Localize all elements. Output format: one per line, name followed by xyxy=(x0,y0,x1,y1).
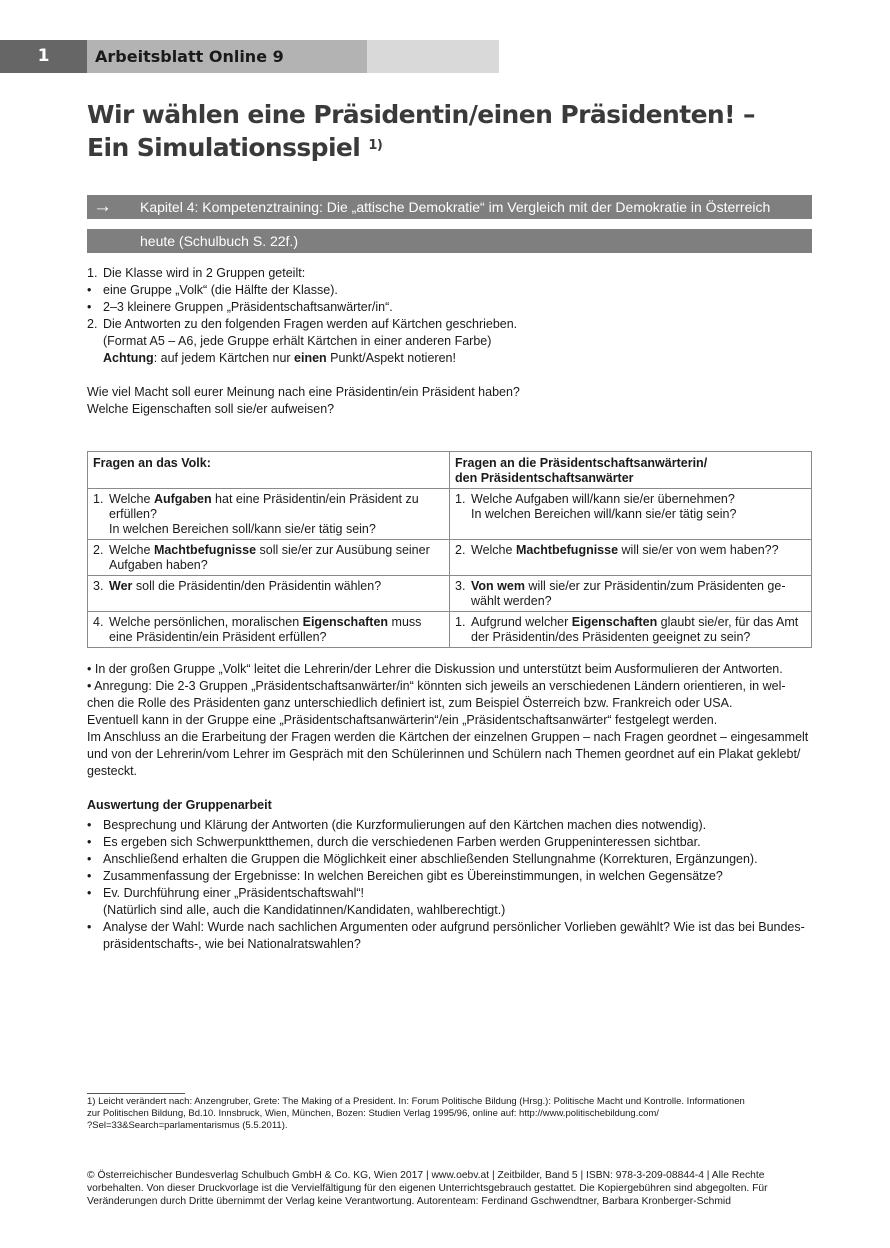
worksheet-number: 1 xyxy=(0,40,87,73)
chapter-text-line-2: heute (Schulbuch S. 22f.) xyxy=(140,233,298,249)
method-notes: • In der großen Gruppe „Volk“ leitet die Lehrerin/der Lehrer die Diskussion und unterstützt beim Ausformulieren der Antworten. • Anregung: Die 2-3 Gruppen „Präsidentschaftsanwärter/in“ könnten sich jeweils an verschiedenen Ländern orientieren, in wel- chen die Rolle des Präsidenten ganz unterschiedlich definiert ist, zum Beispiel Österreich bzw. Frankreich oder USA. Eventuell kann in der Gruppe eine „Präsidentschaftsanwärterin“/ein „Präsidentschaftsanwärter“ festgelegt werden. Im Anschluss an die Erarbeitung der Fragen werden die Kärtchen der einzelnen Gruppen – nach Fragen geordnet – eingesammelt und von der Lehrerin/vom Lehrer im Gespräch mit den Schülerinnen und Schülern nach Themen geordnet auf ein Plakat geklebt/ gesteckt. xyxy=(87,662,809,778)
chapter-text-line-1: Kapitel 4: Kompetenztraining: Die „attische Demokratie“ im Vergleich mit der Demokratie in Österreich xyxy=(140,199,771,215)
question-power: Wie viel Macht soll eurer Meinung nach eine Präsidentin/ein Präsident haben? xyxy=(87,385,520,399)
chapter-band-2 xyxy=(87,229,812,253)
table-row: 4. Welche persönlichen, moralischen Eigenschaften muss eine Präsidentin/ein Präsident erfüllen? 1. Aufgrund welcher Eigenschaften glaubt sie/er, für das Amt der Präsidentin/des Präsidenten geeignet zu sein? xyxy=(88,612,812,648)
question-qualities: Welche Eigenschaften soll sie/er aufweisen? xyxy=(87,402,335,416)
evaluation-section: Auswertung der Gruppenarbeit • Besprechung und Klärung der Antworten (die Kurzformulierungen auf den Kärtchen machen dies notwendig). • Es ergeben sich Schwerpunktthemen, durch die verschiedenen Farben werden Gruppeninteressen sichtbar. • Anschließend erhalten die Gruppen die Möglichkeit einer abschließenden Stellungnahme (Korrekturen, Ergänzungen). • Zusammenfassung der Ergebnisse: In welchen Bereichen gibt es Übereinstimmungen, in welchen Gegensätze? • Ev. Durchführung einer „Präsidentschaftswahl“! (Natürlich sind alle, auch die Kandidatinnen/Kandidaten, wahlberechtigt.) • Analyse der Wahl: Wurde nach sachlichen Argumenten oder aufgrund persönlicher Vorlieben gewählt? Wie ist das bei Bundes- präsidentschafts-, wie bei Nationalratswahlen? xyxy=(87,797,815,953)
table-row: 2. Welche Machtbefugnisse soll sie/er zur Ausübung seiner Aufgaben haben? 2. Welche Machtbefugnisse will sie/er von wem haben?? xyxy=(88,540,812,576)
evaluation-heading: Auswertung der Gruppenarbeit xyxy=(87,798,272,812)
header-bar-extension xyxy=(367,40,499,73)
header-candidates: Fragen an die Präsidentschaftsanwärterin/ den Präsidentschaftsanwärter xyxy=(450,452,812,489)
header-volk: Fragen an das Volk: xyxy=(88,452,450,489)
footnote-divider xyxy=(87,1093,185,1094)
title-line-1: Wir wählen eine Präsidentin/einen Präsidenten! – xyxy=(87,100,755,129)
table-row: 3. Wer soll die Präsidentin/den Präsidentin wählen? 3. Von wem will sie/er zur Präsidentin/zum Präsidenten ge- wählt werden? xyxy=(88,576,812,612)
chapter-band-1 xyxy=(87,195,812,219)
table-row: 1. Welche Aufgaben hat eine Präsidentin/ein Präsident zu erfüllen? In welchen Bereichen soll/kann sie/er tätig sein? 1. Welche Aufgaben will/kann sie/er übernehmen? In welchen Bereichen will/kann sie/er tätig sein? xyxy=(88,489,812,540)
questions-table xyxy=(87,451,812,648)
table-header-row xyxy=(88,452,812,489)
page-title xyxy=(87,98,787,164)
title-line-2: Ein Simulationsspiel $^{1)}$ xyxy=(87,133,383,162)
title-footnote-ref: 1) xyxy=(368,138,383,153)
worksheet-header-title: Arbeitsblatt Online 9 xyxy=(87,40,367,73)
intro-instructions: 1. Die Klasse wird in 2 Gruppen geteilt: • eine Gruppe „Volk“ (die Hälfte der Klasse). • 2–3 kleinere Gruppen „Präsidentschaftsanwärter/in“. 2. Die Antworten zu den folgenden Fragen werden auf Kärtchen geschrieben. (Format A5 – A6, jede Gruppe erhält Kärtchen in einer anderen Farbe) Achtung: auf jedem Kärtchen nur einen Punkt/Aspekt notieren! Wie viel Macht soll eurer Meinung nach eine Präsidentin/ein Präsident haben? Welche Eigenschaften soll sie/er aufweisen? xyxy=(87,265,815,418)
arrow-right-icon: → xyxy=(93,196,112,217)
copyright-notice: © Österreichischer Bundesverlag Schulbuch GmbH & Co. KG, Wien 2017 | www.oebv.at | Zeitbilder, Band 5 | ISBN: 978-3-209-08844-4 | Alle Rechte vorbehalten. Von dieser Druckvorlage ist die Vervielfältigung für den eigenen Unterrichtsgebrauch gestattet. Die Kopiergebühren sind abgegolten. Für Veränderungen durch Dritte übernimmt der Verlag keine Verantwortung. Autorenteam: Ferdinand Gschwendtner, Barbara Kronberger-Schmid xyxy=(87,1170,768,1207)
footnote: 1) Leicht verändert nach: Anzengruber, Grete: The Making of a President. In: Forum Politische Bildung (Hrsg.): Politische Macht und Kontrolle. Informationen zur Politischen Bildung, Bd.10. Innsbruck, Wien, München, Bozen: Studien Verlag 1995/96, online auf: http://www.politischebildung.com/ ?Sel=33&Search=parlamentarismus (5.5.2011). xyxy=(87,1096,745,1131)
